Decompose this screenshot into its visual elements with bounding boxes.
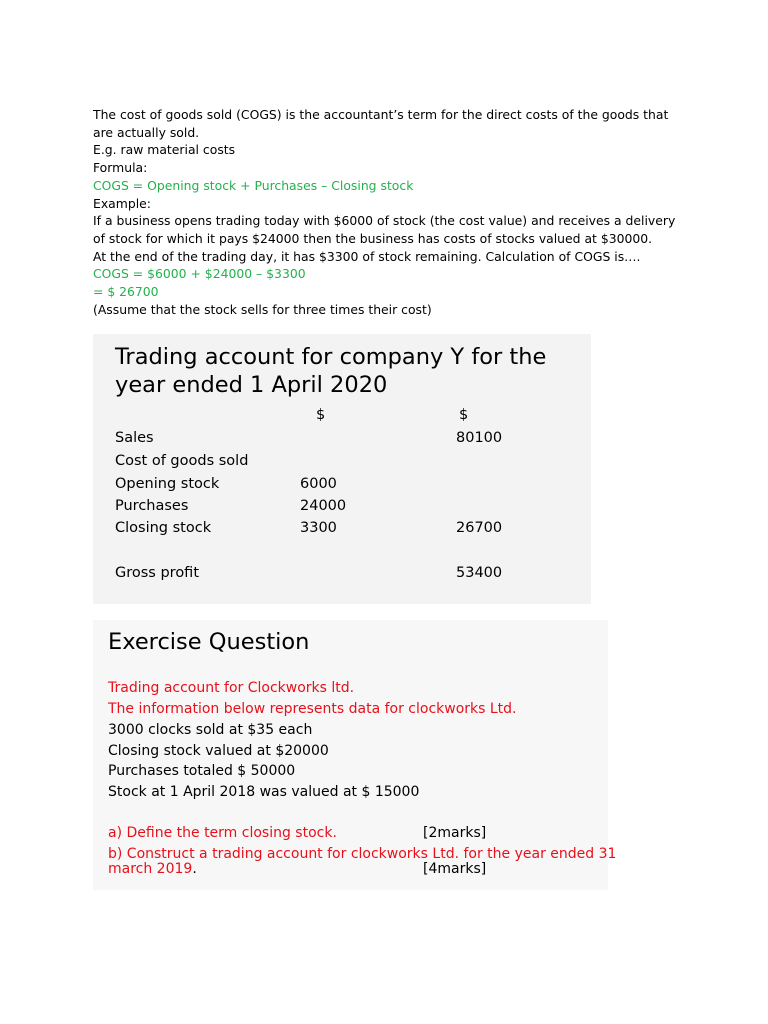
question-b: b) Construct a trading account for clockworks Ltd. for the year ended 31 — [108, 846, 617, 862]
question-b-marks: [4marks] — [423, 861, 487, 877]
question-a: a) Define the term closing stock. — [108, 825, 337, 841]
info-clocks-sold: 3000 clocks sold at $35 each — [108, 722, 313, 738]
column1-header: $ — [316, 407, 326, 423]
info-opening-stock: Stock at 1 April 2018 was valued at $ 15000 — [108, 784, 420, 800]
formula-label: Formula: — [93, 160, 148, 176]
info-closing-stock: Closing stock valued at $20000 — [108, 743, 329, 759]
cogs-formula: COGS = Opening stock + Purchases – Closing stock — [93, 177, 414, 193]
exercise-title: Exercise Question — [108, 629, 310, 655]
example-description: If a business opens trading today with $6000 of stock (the cost value) and receives a delivery of stock for which it pays $24000 then the business has costs of stocks valued at $30000. — [93, 213, 676, 246]
question-b-period: . — [192, 861, 197, 877]
example-label: Example: — [93, 195, 151, 211]
row-value-col1: 24000 — [300, 498, 347, 514]
example-line: E.g. raw material costs — [93, 142, 236, 158]
row-value-col1: 3300 — [300, 520, 337, 536]
cogs-calculation: COGS = $6000 + $24000 – $3300 — [93, 266, 306, 282]
cogs-result: = $ 26700 — [93, 284, 159, 300]
trading-account-panel — [93, 334, 591, 604]
assumption-note: (Assume that the stock sells for three times their cost) — [93, 301, 432, 317]
question-a-marks: [2marks] — [423, 825, 487, 841]
row-label: Gross profit — [115, 565, 200, 581]
row-label: Cost of goods sold — [115, 453, 249, 469]
example-remaining: At the end of the trading day, it has $3300 of stock remaining. Calculation of COGS is…. — [93, 248, 641, 264]
info-purchases: Purchases totaled $ 50000 — [108, 763, 296, 779]
row-value-col1: 6000 — [300, 476, 337, 492]
row-value-col2: 53400 — [456, 565, 503, 581]
exercise-heading: Trading account for Clockworks ltd. — [108, 680, 355, 696]
row-label: Opening stock — [115, 476, 220, 492]
cogs-definition: The cost of goods sold (COGS) is the accountant’s term for the direct costs of the goods that are actually sold. — [93, 107, 669, 140]
exercise-intro: The information below represents data for clockworks Ltd. — [108, 701, 517, 717]
row-value-col2: 80100 — [456, 430, 503, 446]
trading-account-title: Trading account for company Y for the year ended 1 April 2020 — [115, 344, 547, 398]
column2-header: $ — [459, 407, 469, 423]
question-b-continued — [108, 860, 197, 878]
row-value-col2: 26700 — [456, 520, 503, 536]
row-label: Purchases — [115, 498, 189, 514]
exercise-panel — [93, 620, 617, 890]
intro-text — [93, 106, 683, 318]
row-label: Closing stock — [115, 520, 212, 536]
row-label: Sales — [115, 430, 154, 446]
question-b-date: march 2019 — [108, 861, 193, 877]
